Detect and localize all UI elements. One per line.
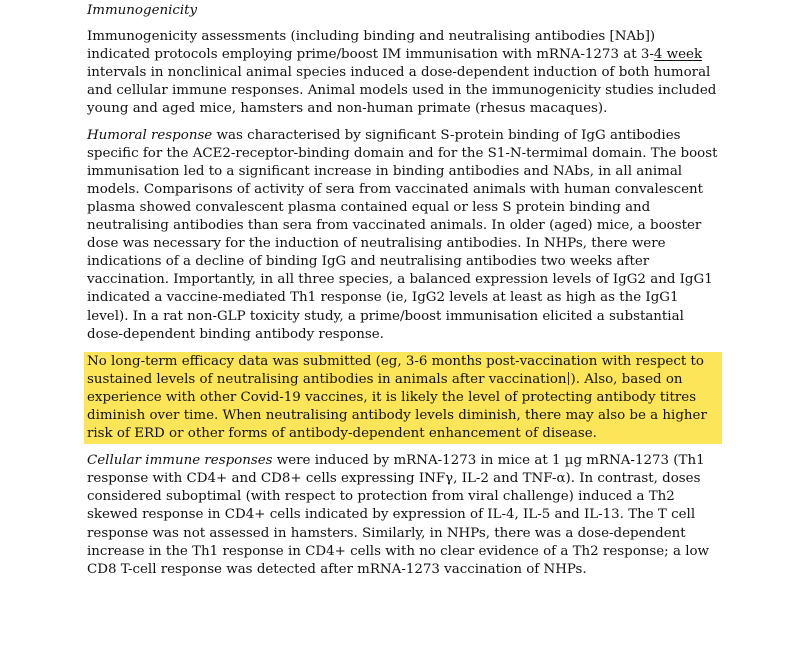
paragraph-text: Immunogenicity assessments (including binding and neutralising antibodies [NAb]) indicated protocols employing prime/boost IM immunisation with mRNA-1273 at 3- [87,29,656,63]
paragraph-humoral-response [87,127,719,344]
paragraph-text: was characterised by significant S-protein binding of IgG antibodies specific for the ACE2-receptor-binding domain and for the S1-N-termimal domain. The boost immunisation led to a significant increase in binding antibodies and NAbs, in all animal models. Comparisons of activity of sera from vaccinated animals with human convalescent plasma showed convalescent plasma contained equal or less S protein binding and neutralising antibodies than sera from vaccinated animals. In older (aged) mice, a booster dose was necessary for the induction of neutralising antibodies. In NHPs, there were indications of a decline of binding IgG and neutralising antibodies two weeks after vaccination. Importantly, in all three species, a balanced expression levels of IgG2 and IgG1 indicated a vaccine-mediated Th1 response (ie, IgG2 levels at least as high as the IgG1 level). In a rat non-GLP toxicity study, a prime/boost immunisation elicited a substantial dose-dependent binding antibody response. [87,127,718,342]
paragraph-lead-term: Humoral response [87,127,213,143]
paragraph-lead-term: Cellular immune responses [87,453,273,469]
paragraph-text: intervals in nonclinical animal species induced a dose-dependent induction of both humoral and cellular immune responses. Animal models used in the immunogenicity studies included young and aged mice, hamsters and non-human primate (rhesus macaques). [87,65,717,117]
underlined-text: 4 week [653,47,703,63]
paragraph-text: were induced by mRNA-1273 in mice at 1 µg mRNA-1273 (Th1 response with CD4+ and CD8+ cells expressing INFγ, IL-2 and TNF-α). In contrast, doses considered suboptimal (with respect to protection from viral challenge) induced a Th2 skewed response in CD4+ cells indicated by expression of IL-4, IL-5 and IL-13. The T cell response was not assessed in hamsters. Similarly, in NHPs, there was a dose-dependent increase in the Th1 response in CD4+ cells with no clear evidence of a Th2 response; a low CD8 T-cell response was detected after mRNA-1273 vaccination of NHPs. [87,453,709,577]
paragraph-text: No long-term efficacy data was submitted (eg, 3-6 months post-vaccination with respect to sustained levels of neutralising antibodies in animals after vaccination [87,353,704,387]
document-page [87,2,719,587]
text-cursor [568,372,570,385]
paragraph-immunogenicity-overview [87,28,719,118]
paragraph-text: ). Also, based on experience with other Covid-19 vaccines, it is likely the level of protecting antibody titres diminish over time. When neutralising antibody levels diminish, there may also be a higher risk of ERD or other forms of antibody-dependent enhancement of disease. [87,371,707,442]
section-heading: Immunogenicity [87,3,198,18]
highlighted-paragraph-long-term-efficacy[interactable] [84,352,722,444]
paragraph-cellular-immune-responses [87,452,719,579]
